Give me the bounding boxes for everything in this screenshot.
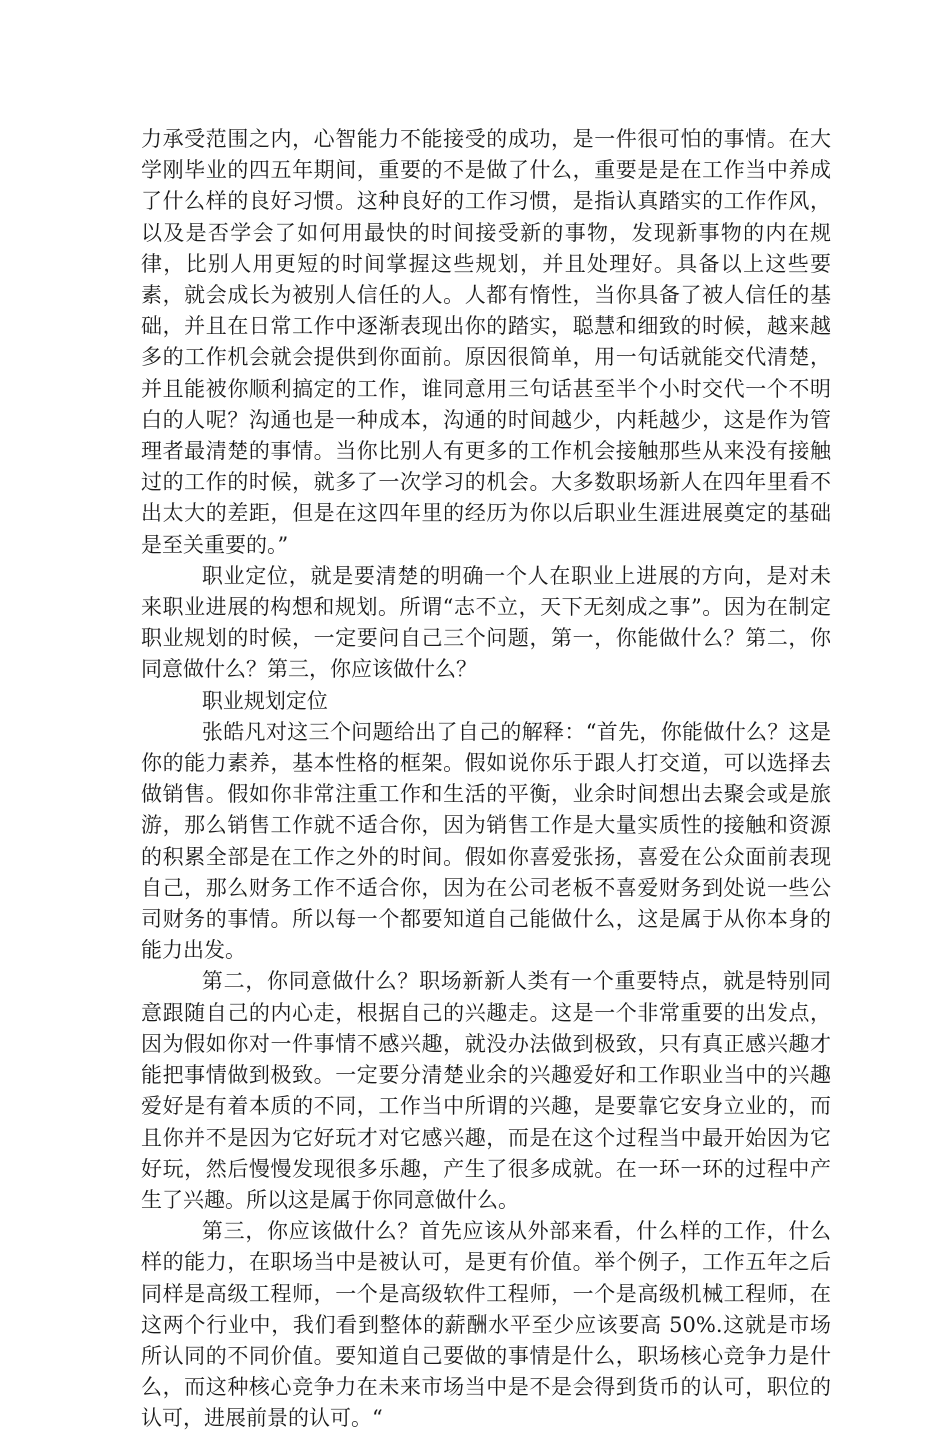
paragraph-career-positioning: 职业定位，就是要清楚的明确一个人在职业上进展的方向，是对未来职业进展的构想和规划。所谓“志不立，天下无刻成之事”。因为在制定职业规划的时候，一定要问自己三个问题，第一，你能做什么？第二，你同意做什么？第三，你应该做什么？ [141, 563, 831, 682]
document-page [141, 124, 831, 1435]
paragraph-work-habits: 力承受范围之内，心智能力不能接受的成功，是一件很可怕的事情。在大学刚毕业的四五年期间，重要的不是做了什么，重要是是在工作当中养成了什么样的良好习惯。这种良好的工作习惯，是指认真踏实的工作作风，以及是否学会了如何用最快的时间接受新的事物，发现新事物的内在规律，比别人用更短的时间掌握这些规划，并且处理好。具备以上这些要素，就会成长为被别人信任的人。人都有惰性，当你具备了被人信任的基础，并且在日常工作中逐渐表现出你的踏实，聪慧和细致的时候，越来越多的工作机会就会提供到你面前。原因很简单，用一句话就能交代清楚，并且能被你顺利搞定的工作，谁同意用三句话甚至半个小时交代一个不明白的人呢？沟通也是一种成本，沟通的时间越少，内耗越少，这是作为管理者最清楚的事情。当你比别人有更多的工作机会接触那些从来没有接触过的工作的时候，就多了一次学习的机会。大多数职场新人在四年里看不出太大的差距，但是在这四年里的经历为你以后职业生涯进展奠定的基础是至关重要的。” [141, 127, 831, 557]
section-heading-career-planning: 职业规划定位 [201, 688, 328, 713]
paragraph-what-should-you-do: 第三，你应该做什么？首先应该从外部来看，什么样的工作，什么样的能力，在职场当中是被认可，是更有价值。举个例子，工作五年之后同样是高级工程师，一个是高级软件工程师，一个是高级机械工程师，在这两个行业中，我们看到整体的薪酬水平至少应该要高 50%.这就是市场所认同的不同价值。要知道自己要做的事情是什么，职场核心竞争力是什么，而这种核心竞争力在未来市场当中是不是会得到货币的认可，职位的认可，进展前景的认可。“ [141, 1219, 831, 1431]
paragraph-what-can-you-do: 张皓凡对这三个问题给出了自己的解释：“首先，你能做什么？这是你的能力素养，基本性格的框架。假如说你乐于跟人打交道，可以选择去做销售。假如你非常注重工作和生活的平衡，业余时间想出去聚会或是旅游，那么销售工作就不适合你，因为销售工作是大量实质性的接触和资源的积累全部是在工作之外的时间。假如你喜爱张扬，喜爱在公众面前表现自己，那么财务工作不适合你，因为在公司老板不喜爱财务到处说一些公司财务的事情。所以每一个都要知道自己能做什么，这是属于从你本身的能力出发。 [141, 719, 831, 963]
paragraph-what-do-you-want-to-do: 第二，你同意做什么？职场新新人类有一个重要特点，就是特别同意跟随自己的内心走，根据自己的兴趣走。这是一个非常重要的出发点，因为假如你对一件事情不感兴趣，就没办法做到极致，只有真正感兴趣才能把事情做到极致。一定要分清楚业余的兴趣爱好和工作职业当中的兴趣爱好是有着本质的不同，工作当中所谓的兴趣，是要靠它安身立业的，而且你并不是因为它好玩才对它感兴趣，而是在这个过程当中最开始因为它好玩，然后慢慢发现很多乐趣，产生了很多成就。在一环一环的过程中产生了兴趣。所以这是属于你同意做什么。 [141, 969, 831, 1212]
